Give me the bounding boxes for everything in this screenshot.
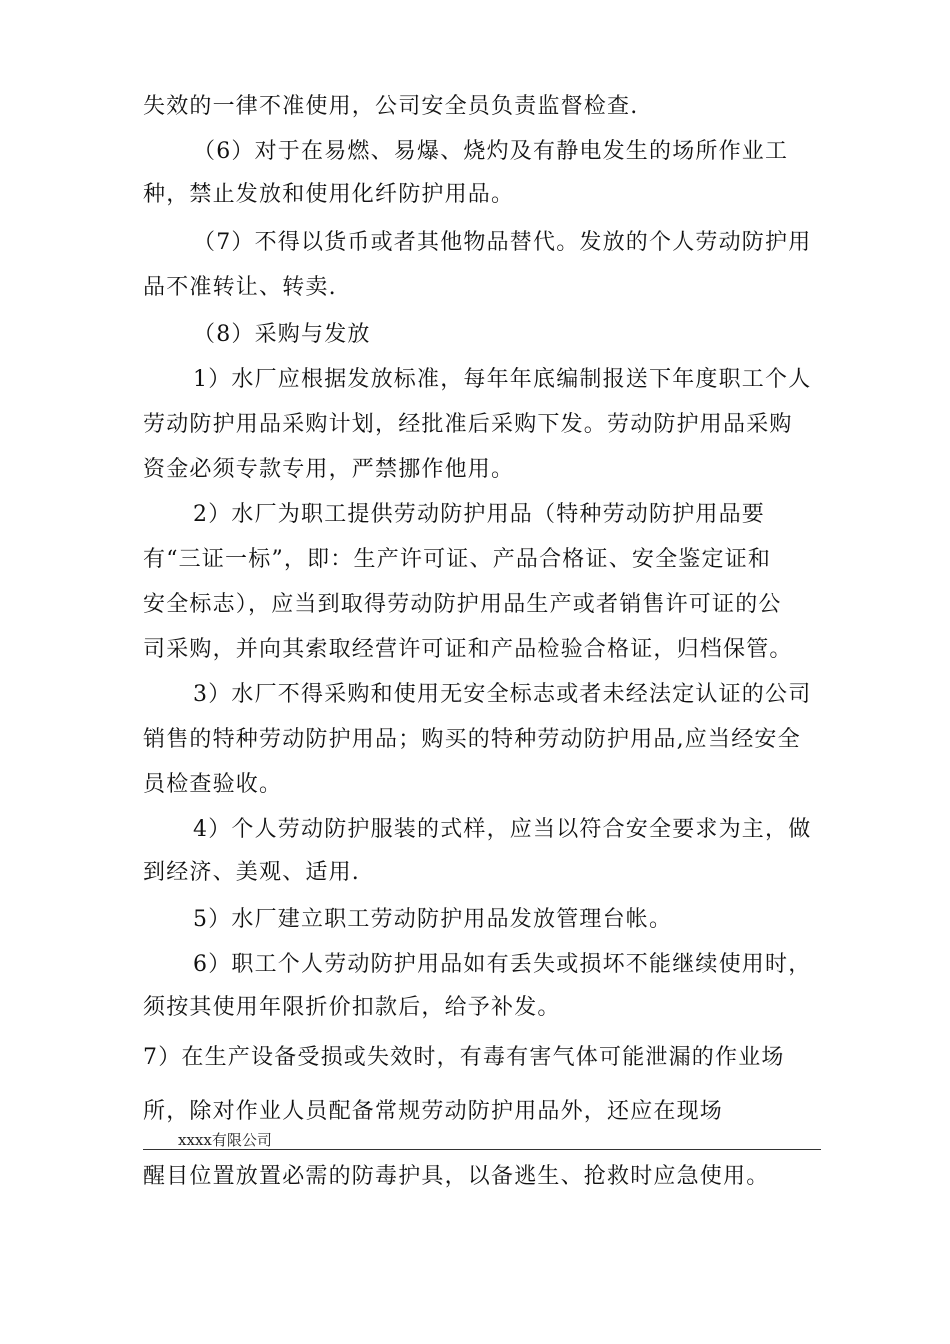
text-line: 须按其使用年限折价扣款后，给予补发。 bbox=[143, 995, 561, 1020]
text-line: 员检查验收。 bbox=[143, 772, 283, 797]
text-line: 1）水厂应根据发放标准，每年年底编制报送下年度职工个人 bbox=[193, 367, 812, 392]
text-line: 2）水厂为职工提供劳动防护用品（特种劳动防护用品要 bbox=[193, 502, 765, 527]
text-line: 醒目位置放置必需的防毒护具，以备逃生、抢救时应急使用。 bbox=[143, 1164, 770, 1189]
text-line: （7）不得以货币或者其他物品替代。发放的个人劳动防护用 bbox=[193, 230, 812, 255]
text-line: 4）个人劳动防护服装的式样，应当以符合安全要求为主，做 bbox=[193, 817, 812, 842]
text-line: （8）采购与发放 bbox=[193, 322, 371, 347]
text-line: 品不准转让、转卖. bbox=[143, 275, 337, 300]
text-line: 种，禁止发放和使用化纤防护用品。 bbox=[143, 182, 515, 207]
text-line: 劳动防护用品采购计划，经批准后采购下发。劳动防护用品采购 bbox=[143, 412, 793, 437]
text-line: 有“三证一标”，即：生产许可证、产品合格证、安全鉴定证和 bbox=[143, 547, 772, 572]
text-line: 司采购，并向其索取经营许可证和产品检验合格证，归档保管。 bbox=[143, 637, 793, 662]
text-line: 资金必须专款专用，严禁挪作他用。 bbox=[143, 457, 515, 482]
text-line: 5）水厂建立职工劳动防护用品发放管理台帐。 bbox=[193, 907, 673, 932]
text-line: 6）职工个人劳动防护用品如有丢失或损坏不能继续使用时， bbox=[193, 952, 812, 977]
text-line: 到经济、美观、适用. bbox=[143, 860, 360, 885]
text-line: （6）对于在易燃、易爆、烧灼及有静电发生的场所作业工 bbox=[193, 139, 789, 164]
text-line: 失效的一律不准使用，公司安全员负责监督检查. bbox=[143, 94, 639, 119]
text-line: 7）在生产设备受损或失效时，有毒有害气体可能泄漏的作业场 bbox=[143, 1045, 785, 1070]
footer-company-name: xxxx有限公司 bbox=[178, 1131, 272, 1149]
text-line: 安全标志），应当到取得劳动防护用品生产或者销售许可证的公 bbox=[143, 592, 782, 617]
text-line: 所，除对作业人员配备常规劳动防护用品外，还应在现场 bbox=[143, 1099, 724, 1124]
footer-divider bbox=[143, 1149, 821, 1150]
text-line: 销售的特种劳动防护用品；购买的特种劳动防护用品,应当经安全 bbox=[143, 727, 801, 752]
text-line: 3）水厂不得采购和使用无安全标志或者未经法定认证的公司 bbox=[193, 682, 812, 707]
